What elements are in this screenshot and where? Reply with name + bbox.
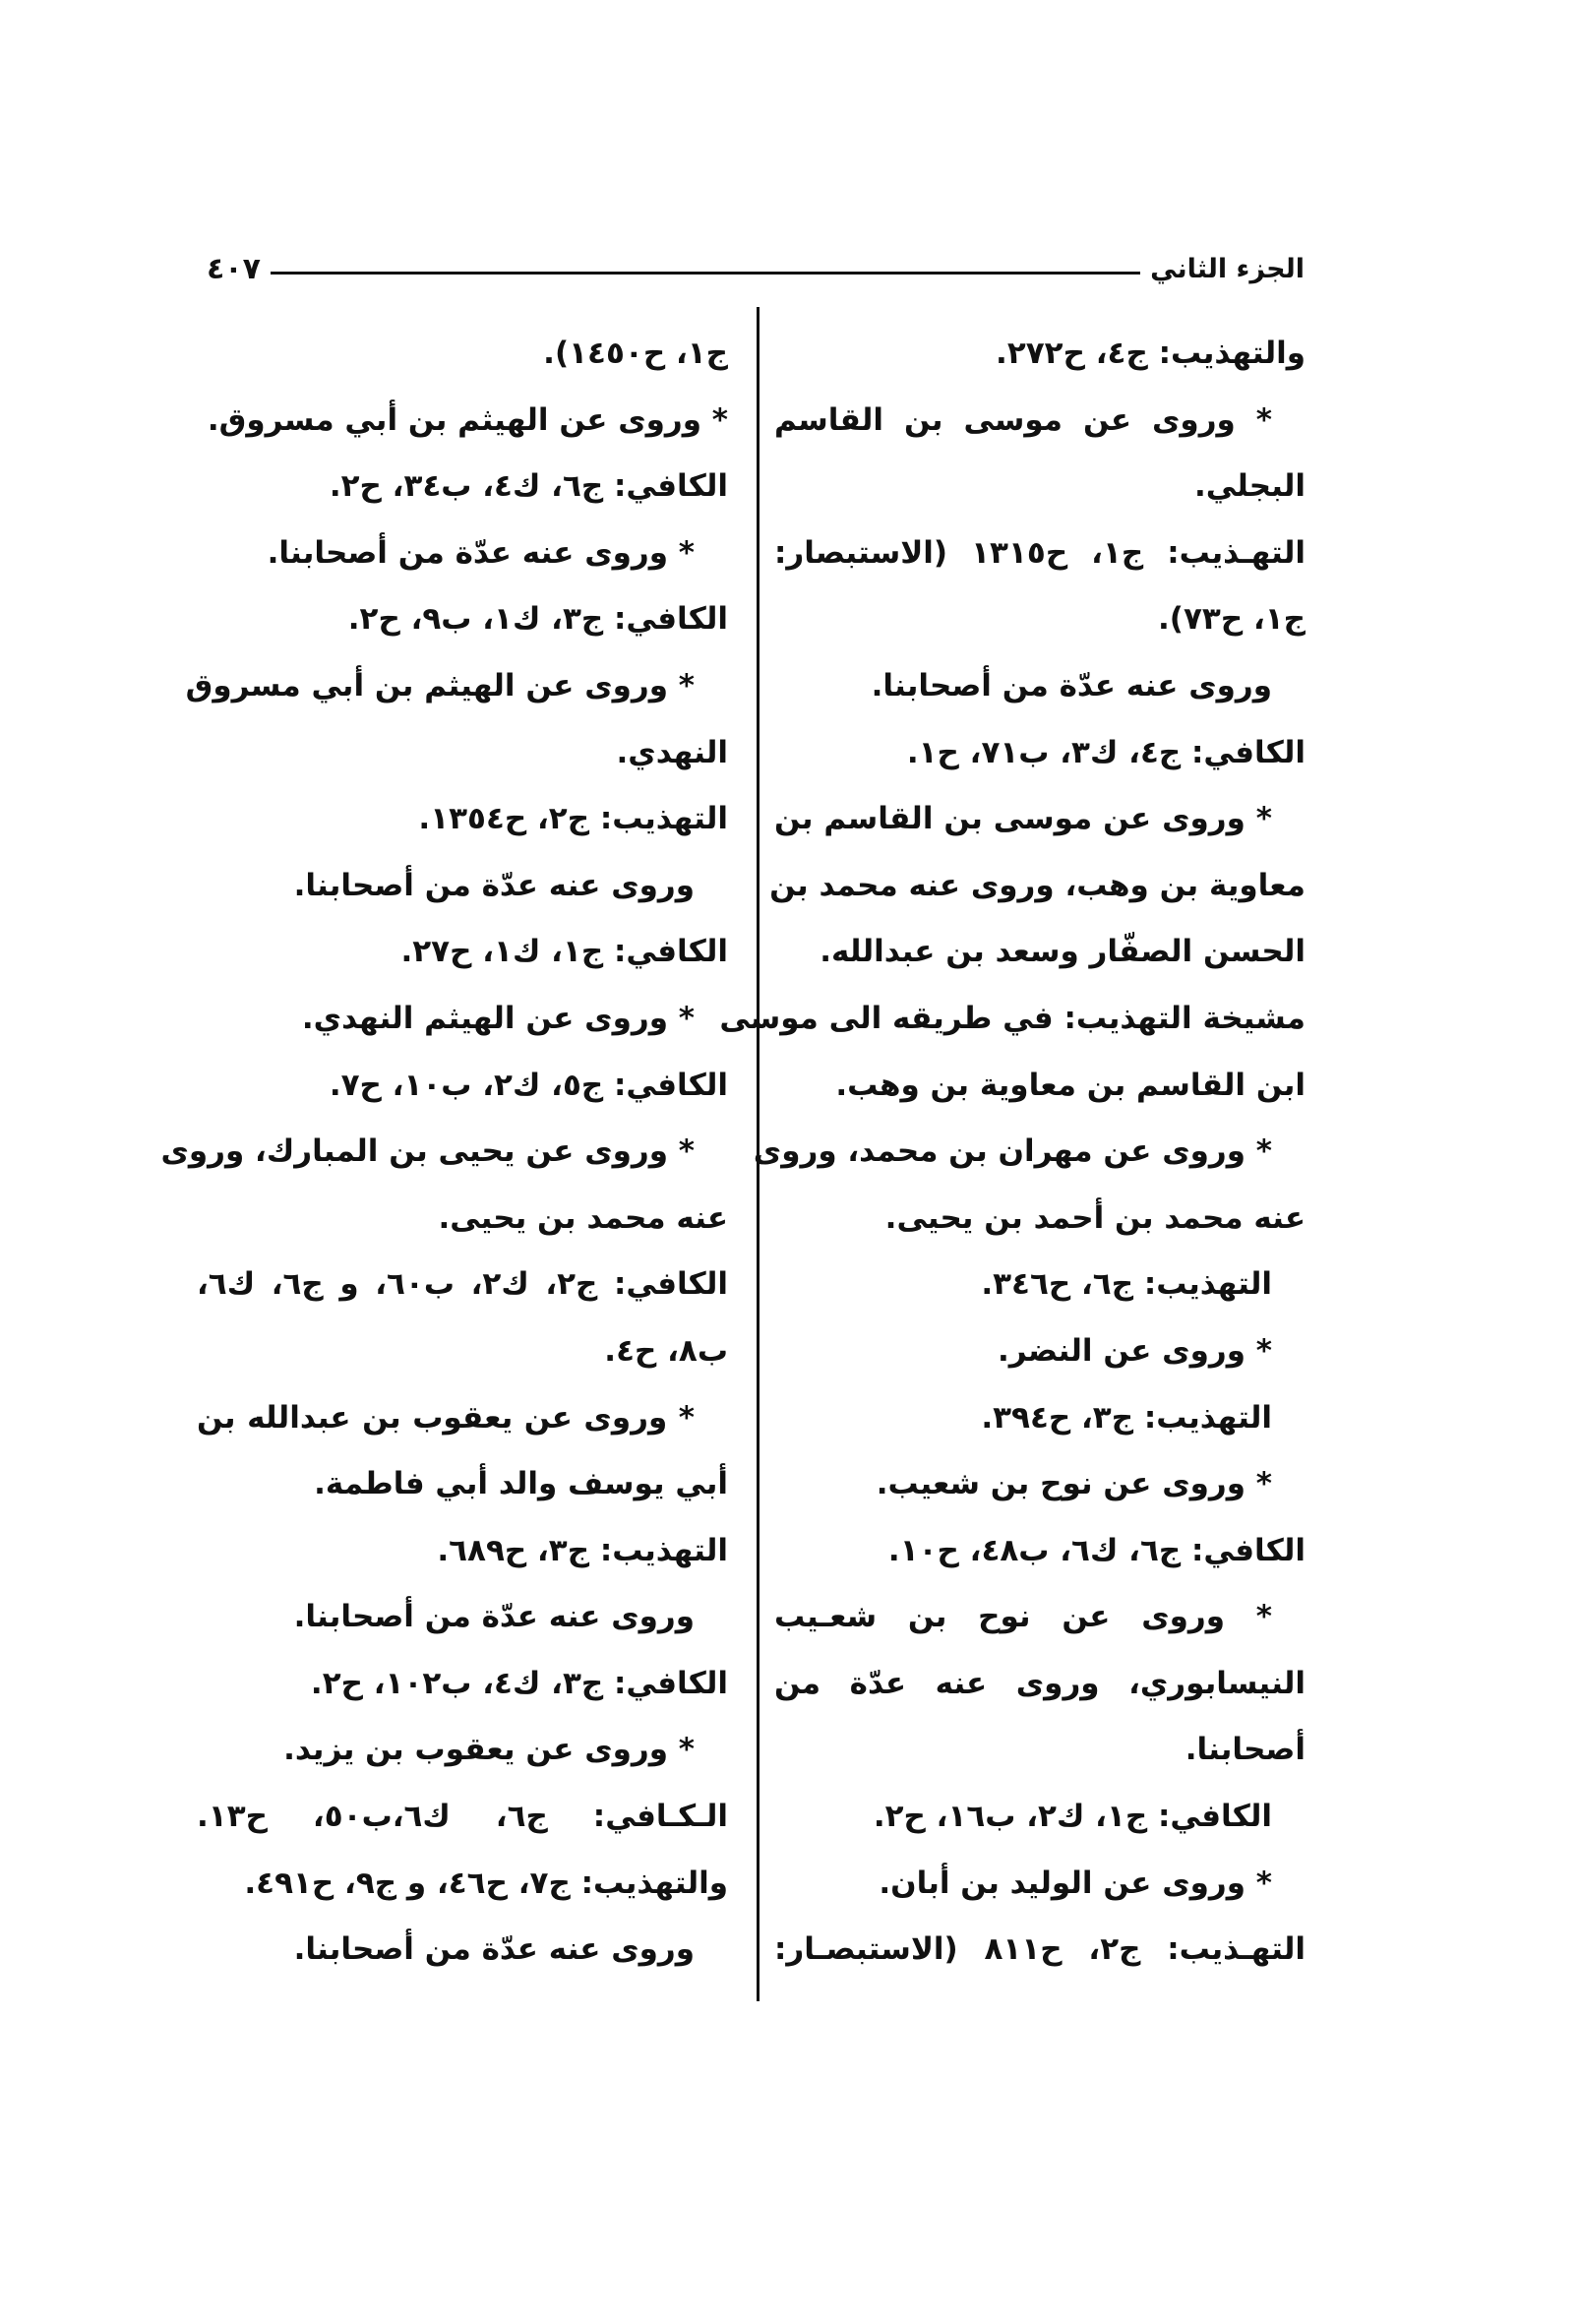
text-line: * وروى عن الهيثم النهدي.: [301, 1000, 695, 1036]
text-line: التهـذيب: ج٢، ح٨١١ (الاستبصـار:: [774, 1931, 1306, 1968]
text-line: * وروى عن الوليد بن أبان.: [879, 1865, 1272, 1901]
text-line: أصحابنا.: [1185, 1732, 1306, 1768]
running-header: [207, 244, 1305, 293]
text-line: * وروى عن موسى بن القاسم بن: [774, 801, 1272, 837]
text-line: الكافي: ج٥، ك٢، ب١٠، ح٧.: [329, 1067, 728, 1103]
text-line: والتهذيب: ج٤، ح٢٧٢.: [996, 336, 1306, 371]
text-line: * وروى عن النضر.: [998, 1332, 1272, 1369]
text-line: وروى عنه عدّة من أصحابنا.: [871, 667, 1272, 703]
text-line: عنه محمد بن يحيى.: [438, 1199, 728, 1236]
text-line: الكافي: ج٢، ك٢، ب٦٠، و ج٦، ك٦،: [197, 1266, 728, 1303]
text-line: الكافي: ج٦، ك٤، ب٣٤، ح٢.: [329, 468, 728, 505]
text-line: التهـذيب: ج١، ح١٣١٥ (الاستبصار:: [774, 534, 1306, 571]
text-line: الكافي: ج٣، ك١، ب٩، ح٢.: [347, 601, 728, 638]
text-line: الكافي: ج٦، ك٦، ب٤٨، ح١٠.: [887, 1532, 1306, 1568]
text-line: والتهذيب: ج٧، ح٤٦، و ج٩، ح٤٩١.: [244, 1865, 728, 1901]
header-title: الجزء الثاني: [1150, 253, 1305, 284]
text-line: الكافي: ج٣، ك٤، ب١٠٢، ح٢.: [310, 1665, 728, 1701]
text-line: ج١، ح٧٣).: [1158, 601, 1306, 638]
text-line: النيسابوري، وروى عنه عدّة من: [774, 1665, 1306, 1701]
right-column: [719, 321, 1306, 1984]
left-column: [160, 321, 728, 1984]
text-line: التهذيب: ج٣، ح٣٩٤.: [981, 1399, 1272, 1436]
text-line: معاوية بن وهب، وروى عنه محمد بن: [769, 867, 1306, 903]
text-line: * وروى عن الهيثم بن أبي مسروق.: [207, 401, 728, 438]
text-line: التهذيب: ج٦، ح٣٤٦.: [981, 1266, 1272, 1303]
text-line: الحسن الصفّار وسعد بن عبدالله.: [820, 934, 1306, 970]
text-line: * وروى عنه عدّة من أصحابنا.: [267, 534, 695, 571]
text-line: وروى عنه عدّة من أصحابنا.: [293, 867, 695, 903]
text-line: وروى عنه عدّة من أصحابنا.: [293, 1599, 695, 1635]
text-line: البجلي.: [1193, 468, 1306, 505]
text-line: * وروى عن موسى بن القاسم: [774, 401, 1272, 438]
text-line: أبي يوسف والد أبي فاطمة.: [314, 1466, 728, 1502]
text-line: الكافي: ج١، ك١، ح٢٧.: [400, 934, 728, 970]
text-line: * وروى عن نوح بن شعيب.: [876, 1466, 1272, 1502]
text-line: * وروى عن نوح بن شعـيب: [774, 1599, 1272, 1635]
text-line: * وروى عن يعقوب بن يزيد.: [283, 1732, 695, 1768]
text-line: ب٨، ح٤.: [604, 1332, 728, 1369]
text-line: عنه محمد بن أحمد بن يحيى.: [884, 1199, 1306, 1236]
text-line: التهذيب: ج٣، ح٦٨٩.: [437, 1532, 728, 1568]
text-line: النهدي.: [616, 734, 728, 770]
page-number: ٤٠٧: [207, 251, 261, 286]
text-line: * وروى عن يعقوب بن عبدالله بن: [197, 1399, 695, 1436]
text-line: ابن القاسم بن معاوية بن وهب.: [835, 1067, 1306, 1103]
text-line: * وروى عن الهيثم بن أبي مسروق: [185, 667, 695, 703]
text-line: * وروى عن يحيى بن المبارك، وروى: [160, 1133, 695, 1170]
text-line: الكافي: ج٤، ك٣، ب٧١، ح١.: [906, 734, 1306, 770]
text-line: مشيخة التهذيب: في طريقه الى موسى: [719, 1000, 1306, 1036]
header-rule: [271, 272, 1140, 275]
text-line: التهذيب: ج٢، ح١٣٥٤.: [418, 801, 728, 837]
text-line: الـكـافي: ج٦، ك٦،ب٥٠، ح١٣.: [197, 1799, 728, 1835]
text-line: * وروى عن مهران بن محمد، وروى: [753, 1133, 1272, 1170]
text-line: الكافي: ج١، ك٢، ب١٦، ح٢.: [873, 1799, 1272, 1835]
text-line: ج١، ح١٤٥٠).: [543, 336, 728, 371]
text-line: وروى عنه عدّة من أصحابنا.: [293, 1931, 695, 1968]
